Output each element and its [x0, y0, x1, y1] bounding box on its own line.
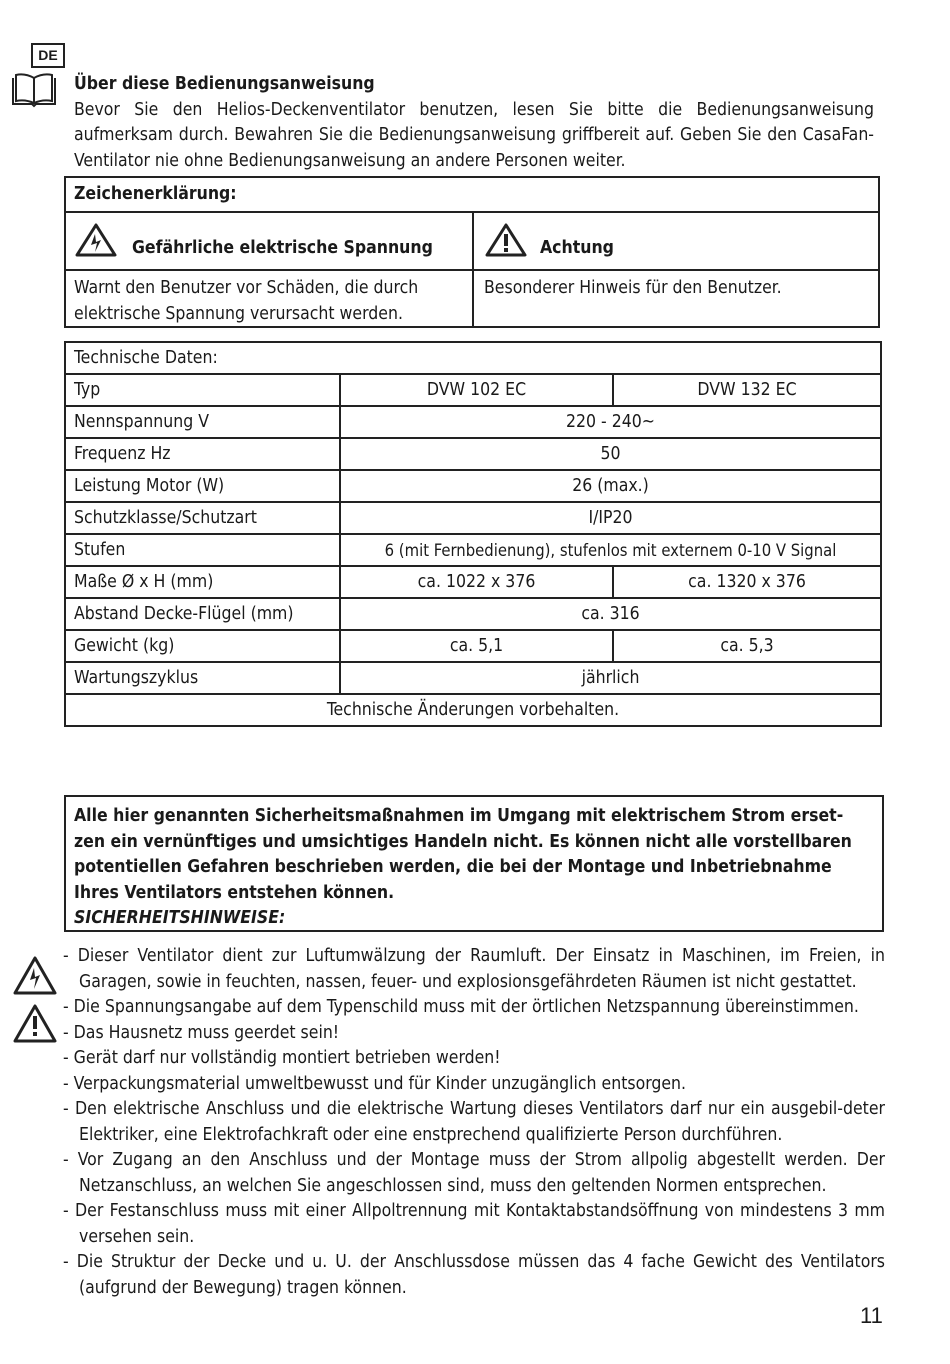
row-value: ca. 316: [340, 598, 881, 630]
intro-text: Bevor Sie den Helios-Deckenventilator benutzen, lesen Sie bitte die Bedienungsanweisung aufmerksam durch. Bewahren Sie die Bedienungsanweisung griffbereit auf. Geben Sie den CasaFan-Ventilator nie ohne Bedienungsanweisung an andere Personen weiter.: [74, 99, 874, 171]
row-label: Nennspannung V: [65, 406, 340, 438]
table-row: [65, 470, 881, 502]
table-row: [65, 630, 881, 662]
table-row: [65, 374, 881, 406]
safety-instructions: [63, 944, 885, 1301]
row-label: Frequenz Hz: [65, 438, 340, 470]
list-item: - Verpackungsmaterial umweltbewusst und für Kinder unzugänglich entsorgen.: [63, 1073, 687, 1094]
technical-data-table: [64, 341, 882, 727]
row-value: 26 (max.): [340, 470, 881, 502]
table-row: [65, 598, 881, 630]
row-value: 6 (mit Fernbedienung), stufenlos mit externem 0-10 V Signal: [340, 534, 881, 566]
intro-heading: Über diese Bedienungsanweisung: [74, 74, 375, 94]
row-value-b: ca. 1320 x 376: [613, 566, 881, 598]
table-footer: Technische Änderungen vorbehalten.: [65, 694, 881, 726]
table-row: [65, 502, 881, 534]
list-item: - Gerät darf nur vollständig montiert betrieben werden!: [63, 1048, 501, 1068]
legend-attention-desc: Besonderer Hinweis für den Benutzer.: [484, 278, 782, 298]
page-number: 11: [860, 1303, 883, 1328]
row-label: Gewicht (kg): [65, 630, 340, 662]
legend-voltage-label: Gefährliche elektrische Spannung: [132, 238, 433, 258]
warning-icon: [484, 222, 528, 258]
row-value: 50: [340, 438, 881, 470]
list-item: - Dieser Ventilator dient zur Luftumwälzung der Raumluft. Der Einsatz in Maschinen, im Freien, in Garagen, sowie in feuchten, nassen, feuer- und explosionsgefährdeten Räumen ist nicht gestattet.: [63, 946, 885, 992]
warning-icon: [15, 1006, 55, 1041]
row-value-a: DVW 102 EC: [340, 374, 613, 406]
safety-notice: [64, 795, 884, 932]
intro-section: [74, 72, 874, 174]
row-label: Typ: [65, 374, 340, 406]
table-row: [65, 566, 881, 598]
list-item: - Den elektrische Anschluss und die elektrische Wartung dieses Ventilators darf nur ein ausgebil-deter Elektriker, eine Elektrofachkraft oder eine enstprechend qualifizierte Person durchführen.: [63, 1099, 885, 1145]
row-value: jährlich: [340, 662, 881, 694]
high-voltage-icon: [15, 958, 55, 993]
row-label: Stufen: [65, 534, 340, 566]
row-label: Schutzklasse/Schutzart: [65, 502, 340, 534]
table-row: [65, 438, 881, 470]
row-value: 220 - 240~: [340, 406, 881, 438]
row-label: Abstand Decke-Flügel (mm): [65, 598, 340, 630]
list-item: - Die Spannungsangabe auf dem Typenschild muss mit der örtlichen Netzspannung übereinstimmen.: [63, 997, 859, 1017]
row-value-a: ca. 5,1: [340, 630, 613, 662]
safety-heading: SICHERHEITSHINWEISE:: [74, 908, 286, 928]
table-row: [65, 534, 881, 566]
table-row: [65, 694, 881, 726]
table-row: [65, 406, 881, 438]
legend-attention: [484, 222, 614, 258]
list-item: - Das Hausnetz muss geerdet sein!: [63, 1022, 340, 1043]
safety-warning-icons: [12, 955, 58, 1045]
symbol-legend: [64, 176, 880, 328]
row-value-b: ca. 5,3: [613, 630, 881, 662]
list-item: - Vor Zugang an den Anschluss und der Montage muss der Strom allpolig abgestellt werden. Der Netzanschluss, an welchen Sie angeschlossen sind, muss den geltenden Normen entsprechen.: [63, 1150, 885, 1196]
table-row: [65, 662, 881, 694]
high-voltage-icon: [74, 222, 118, 258]
row-label: Wartungszyklus: [65, 662, 340, 694]
legend-voltage: [74, 222, 433, 258]
language-badge: DE: [31, 43, 65, 68]
list-item: - Der Festanschluss muss mit einer Allpoltrennung mit Kontaktabstandsöffnung von mindestens 3 mm versehen sein.: [63, 1201, 885, 1247]
legend-voltage-desc: Warnt den Benutzer vor Schäden, die durch elektrische Spannung verursacht werden.: [74, 278, 419, 324]
legend-attention-label: Achtung: [540, 238, 614, 258]
row-value-a: ca. 1022 x 376: [340, 566, 613, 598]
safety-text: Alle hier genannten Sicherheitsmaßnahmen im Umgang mit elektrischem Strom erset-zen ein vernünftiges und umsichtiges Handeln nicht. Es können nicht alle vorstellbaren potentiellen Gefahren beschrieben werden, die bei der Montage und Inbetriebnahme Ihres Ventilators entstehen können.: [74, 806, 852, 903]
table-title: Technische Daten:: [65, 342, 881, 374]
row-value-b: DVW 132 EC: [613, 374, 881, 406]
book-icon: [10, 72, 58, 108]
table-row: [65, 342, 881, 374]
legend-title: Zeichenerklärung:: [74, 184, 237, 204]
row-value: I/IP20: [340, 502, 881, 534]
row-label: Leistung Motor (W): [65, 470, 340, 502]
row-label: Maße Ø x H (mm): [65, 566, 340, 598]
list-item: - Die Struktur der Decke und u. U. der Anschlussdose müssen das 4 fache Gewicht des Ventilators (aufgrund der Bewegung) tragen können.: [63, 1252, 885, 1298]
